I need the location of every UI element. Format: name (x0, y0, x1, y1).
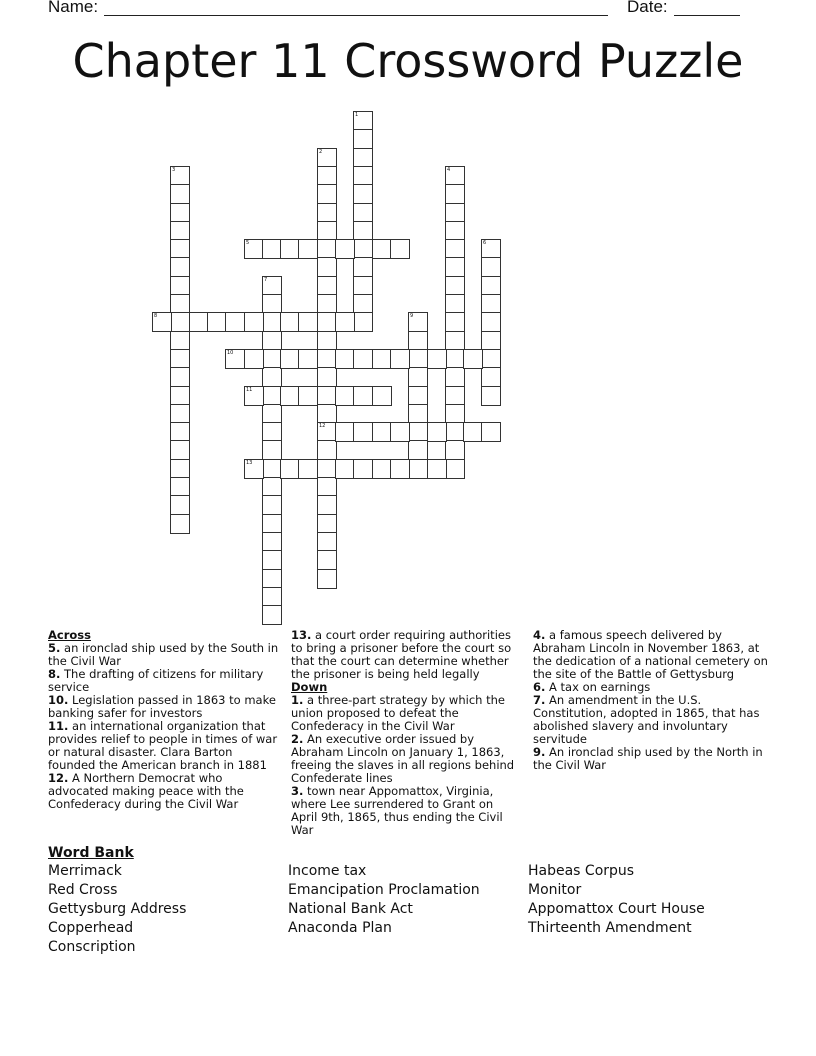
crossword-cell[interactable] (262, 367, 282, 387)
crossword-cell[interactable] (170, 312, 190, 332)
word-bank-item: Income tax (288, 863, 367, 879)
clue-number: 10. (48, 693, 69, 707)
clue-text: an ironclad ship used by the South in the Civil War (48, 641, 279, 668)
crossword-cell[interactable] (298, 459, 318, 479)
crossword-cell[interactable] (262, 532, 282, 552)
clue-number: 2 (319, 149, 323, 155)
crossword-cell[interactable] (317, 184, 337, 204)
clue-item (48, 694, 283, 720)
crossword-cell[interactable] (353, 203, 373, 223)
crossword-cell[interactable] (445, 331, 465, 351)
word-bank-item: Copperhead (48, 920, 134, 936)
crossword-cell[interactable] (170, 514, 190, 534)
crossword-cell[interactable] (372, 349, 392, 369)
crossword-cell[interactable] (335, 386, 355, 406)
crossword-cell[interactable] (262, 239, 282, 259)
clue-text: a court order requiring authorities to bring a prisoner before the court so that the court can determine whether the prisoner is being held legally (291, 628, 512, 681)
clue-item (48, 772, 283, 811)
crossword-cell[interactable] (445, 440, 465, 460)
crossword-cell[interactable] (317, 148, 337, 168)
crossword-cell[interactable] (262, 386, 282, 406)
crossword-cell[interactable] (335, 239, 355, 259)
crossword-cell[interactable] (262, 459, 282, 479)
clue-text: Legislation passed in 1863 to make banking safer for investors (48, 693, 276, 720)
crossword-cell[interactable] (353, 386, 373, 406)
crossword-cell[interactable] (170, 203, 190, 223)
crossword-cell[interactable] (445, 276, 465, 296)
crossword-cell[interactable] (445, 184, 465, 204)
clues-column-2 (291, 629, 523, 837)
clue-section-heading: Down (291, 680, 328, 694)
crossword-cell[interactable] (445, 386, 465, 406)
crossword-cell[interactable] (317, 386, 337, 406)
clue-number: 1 (355, 112, 359, 118)
crossword-cell[interactable] (280, 312, 300, 332)
clue-number: 11 (246, 387, 253, 393)
clue-number: 8. (48, 667, 61, 681)
crossword-cell[interactable] (408, 459, 428, 479)
clue-item (291, 785, 523, 837)
clue-number: 12 (319, 423, 326, 429)
word-bank-item: Thirteenth Amendment (528, 920, 692, 936)
crossword-cell[interactable] (408, 386, 428, 406)
crossword-cell[interactable] (262, 440, 282, 460)
crossword-cell[interactable] (262, 550, 282, 570)
crossword-cell[interactable] (445, 422, 465, 442)
crossword-cell[interactable] (353, 239, 373, 259)
crossword-cell[interactable] (481, 312, 501, 332)
crossword-cell[interactable] (481, 422, 501, 442)
clue-item (291, 694, 523, 733)
crossword-cell[interactable] (298, 386, 318, 406)
crossword-cell[interactable] (262, 569, 282, 589)
crossword-cell[interactable] (353, 257, 373, 277)
clue-text: An executive order issued by Abraham Lincoln on January 1, 1863, freeing the slaves in all regions behind Confederate lines (291, 732, 515, 785)
crossword-cell[interactable] (170, 257, 190, 277)
clue-number: 8 (154, 313, 158, 319)
crossword-cell[interactable] (170, 239, 190, 259)
clue-text: a famous speech delivered by Abraham Lincoln in November 1863, at the dedication of a national cemetery on the site of the Battle of Gettysburg (533, 628, 768, 681)
crossword-cell[interactable] (317, 404, 337, 424)
clue-number: 3. (291, 784, 304, 798)
clues-column-3 (533, 629, 769, 772)
crossword-cell[interactable] (262, 404, 282, 424)
crossword-cell[interactable] (298, 312, 318, 332)
crossword-cell[interactable] (445, 203, 465, 223)
name-label: Name: (48, 0, 99, 16)
crossword-cell[interactable] (317, 550, 337, 570)
clue-number: 1. (291, 693, 304, 707)
crossword-cell[interactable] (244, 239, 264, 259)
crossword-cell[interactable] (353, 312, 373, 332)
crossword-cell[interactable] (170, 459, 190, 479)
crossword-cell[interactable] (317, 203, 337, 223)
clue-item (48, 642, 283, 668)
crossword-cell[interactable] (445, 367, 465, 387)
crossword-cell[interactable] (317, 477, 337, 497)
crossword-cell[interactable] (445, 239, 465, 259)
clue-item (48, 668, 283, 694)
crossword-cell[interactable] (353, 184, 373, 204)
crossword-cell[interactable] (353, 349, 373, 369)
clue-text: town near Appomattox, Virginia, where Lee surrendered to Grant on April 9th, 1865, thus ending the Civil War (291, 784, 503, 837)
crossword-cell[interactable] (408, 422, 428, 442)
word-bank-item: National Bank Act (288, 901, 413, 917)
crossword-cell[interactable] (390, 422, 410, 442)
crossword-cell[interactable] (353, 129, 373, 149)
crossword-cell[interactable] (262, 349, 282, 369)
crossword-cell[interactable] (335, 349, 355, 369)
crossword-cell[interactable] (262, 477, 282, 497)
crossword-cell[interactable] (298, 239, 318, 259)
crossword-cell[interactable] (445, 294, 465, 314)
crossword-cell[interactable] (445, 257, 465, 277)
clue-number: 5 (246, 240, 250, 246)
crossword-cell[interactable] (170, 331, 190, 351)
crossword-cell[interactable] (280, 349, 300, 369)
crossword-cell[interactable] (280, 459, 300, 479)
crossword-cell[interactable] (170, 276, 190, 296)
crossword-cell[interactable] (463, 422, 483, 442)
crossword-cell[interactable] (317, 239, 337, 259)
crossword-cell[interactable] (481, 294, 501, 314)
crossword-cell[interactable] (408, 331, 428, 351)
clue-number: 7 (264, 277, 268, 283)
crossword-cell[interactable] (244, 312, 264, 332)
crossword-cell[interactable] (262, 587, 282, 607)
word-bank-item: Anaconda Plan (288, 920, 392, 936)
crossword-cell[interactable] (372, 459, 392, 479)
crossword-cell[interactable] (225, 349, 245, 369)
crossword-cell[interactable] (317, 294, 337, 314)
clue-text: The drafting of citizens for military service (48, 667, 264, 694)
clue-item (291, 629, 523, 681)
crossword-cell[interactable] (408, 440, 428, 460)
clue-number: 6. (533, 680, 546, 694)
crossword-cell[interactable] (427, 459, 447, 479)
clue-number: 2. (291, 732, 304, 746)
crossword-cell[interactable] (244, 349, 264, 369)
crossword-cell[interactable] (317, 440, 337, 460)
crossword-cell[interactable] (481, 331, 501, 351)
clue-number: 11. (48, 719, 69, 733)
crossword-cell[interactable] (262, 331, 282, 351)
crossword-cell[interactable] (335, 312, 355, 332)
clue-number: 13. (291, 628, 312, 642)
clue-number: 4. (533, 628, 546, 642)
date-label: Date: (627, 0, 668, 16)
crossword-cell[interactable] (317, 312, 337, 332)
crossword-cell[interactable] (262, 605, 282, 625)
clue-number: 4 (447, 167, 451, 173)
crossword-cell[interactable] (481, 386, 501, 406)
clue-number: 10 (227, 350, 234, 356)
crossword-cell[interactable] (481, 367, 501, 387)
crossword-cell[interactable] (353, 166, 373, 186)
crossword-cell[interactable] (170, 422, 190, 442)
crossword-cell[interactable] (189, 312, 209, 332)
crossword-cell[interactable] (262, 312, 282, 332)
clue-text: An amendment in the U.S. Constitution, adopted in 1865, that has abolished slavery and involuntary servitude (533, 693, 760, 746)
page-title: Chapter 11 Crossword Puzzle (72, 34, 744, 88)
crossword-cell[interactable] (170, 221, 190, 241)
crossword-cell[interactable] (317, 459, 337, 479)
crossword-cell[interactable] (408, 367, 428, 387)
crossword-cell[interactable] (372, 239, 392, 259)
crossword-cell[interactable] (317, 331, 337, 351)
clue-item (48, 720, 283, 772)
crossword-cell[interactable] (445, 166, 465, 186)
crossword-cell[interactable] (170, 386, 190, 406)
crossword-cell[interactable] (317, 349, 337, 369)
crossword-cell[interactable] (317, 514, 337, 534)
crossword-cell[interactable] (262, 495, 282, 515)
crossword-cell[interactable] (170, 367, 190, 387)
crossword-cell[interactable] (170, 440, 190, 460)
clue-number: 5. (48, 641, 61, 655)
clue-number: 3 (172, 167, 176, 173)
crossword-cell[interactable] (317, 276, 337, 296)
crossword-cell[interactable] (353, 221, 373, 241)
clues-column-1 (48, 629, 283, 811)
clue-number: 9 (410, 313, 414, 319)
crossword-cell[interactable] (353, 276, 373, 296)
crossword-cell[interactable] (353, 294, 373, 314)
clue-text: an international organization that provides relief to people in times of war or natural disaster. Clara Barton founded the American branch in 1881 (48, 719, 278, 772)
crossword-cell[interactable] (427, 422, 447, 442)
clue-number: 7. (533, 693, 546, 707)
crossword-cell[interactable] (170, 184, 190, 204)
crossword-cell[interactable] (170, 166, 190, 186)
crossword-cell[interactable] (372, 422, 392, 442)
crossword-cell[interactable] (317, 532, 337, 552)
clue-item (533, 629, 769, 681)
crossword-cell[interactable] (445, 459, 465, 479)
word-bank-item: Gettysburg Address (48, 901, 187, 917)
crossword-cell[interactable] (390, 239, 410, 259)
word-bank-item: Conscription (48, 939, 136, 955)
crossword-cell[interactable] (408, 404, 428, 424)
crossword-cell[interactable] (481, 349, 501, 369)
crossword-cell[interactable] (317, 166, 337, 186)
crossword-cell[interactable] (481, 276, 501, 296)
crossword-cell[interactable] (244, 386, 264, 406)
clue-section-heading: Across (48, 628, 91, 642)
clue-item (533, 746, 769, 772)
crossword-cell[interactable] (317, 257, 337, 277)
crossword-cell[interactable] (335, 459, 355, 479)
crossword-cell[interactable] (481, 239, 501, 259)
crossword-cell[interactable] (225, 312, 245, 332)
clue-number: 9. (533, 745, 546, 759)
clue-text: a three-part strategy by which the union proposed to defeat the Confederacy in the Civil War (291, 693, 505, 733)
clue-number: 13 (246, 460, 253, 466)
crossword-cell[interactable] (390, 459, 410, 479)
crossword-cell[interactable] (372, 386, 392, 406)
clue-item (291, 733, 523, 785)
crossword-cell[interactable] (445, 349, 465, 369)
crossword-cell[interactable] (445, 221, 465, 241)
crossword-cell[interactable] (353, 422, 373, 442)
crossword-cell[interactable] (170, 495, 190, 515)
crossword-cell[interactable] (244, 459, 264, 479)
crossword-cell[interactable] (262, 276, 282, 296)
crossword-cell[interactable] (317, 367, 337, 387)
word-bank-item: Appomattox Court House (528, 901, 705, 917)
crossword-cell[interactable] (317, 569, 337, 589)
crossword-cell[interactable] (353, 148, 373, 168)
crossword-cell[interactable] (262, 294, 282, 314)
crossword-cell[interactable] (280, 386, 300, 406)
crossword-cell[interactable] (280, 239, 300, 259)
crossword-cell[interactable] (170, 404, 190, 424)
crossword-cell[interactable] (317, 221, 337, 241)
word-bank-item: Monitor (528, 882, 582, 898)
crossword-cell[interactable] (481, 257, 501, 277)
crossword-cell[interactable] (207, 312, 227, 332)
clue-text: A tax on earnings (545, 680, 651, 694)
crossword-cell[interactable] (408, 312, 428, 332)
clue-item (533, 694, 769, 746)
clue-text: An ironclad ship used by the North in the Civil War (533, 745, 763, 772)
crossword-cell[interactable] (445, 312, 465, 332)
crossword-cell[interactable] (390, 349, 410, 369)
crossword-cell[interactable] (427, 349, 447, 369)
clue-number: 6 (483, 240, 487, 246)
crossword-cell[interactable] (317, 422, 337, 442)
crossword-cell[interactable] (445, 404, 465, 424)
crossword-cell[interactable] (463, 349, 483, 369)
crossword-cell[interactable] (353, 111, 373, 131)
word-bank-title: Word Bank (48, 845, 134, 861)
crossword-cell[interactable] (408, 349, 428, 369)
word-bank-item: Red Cross (48, 882, 118, 898)
crossword-cell[interactable] (335, 422, 355, 442)
crossword-cell[interactable] (170, 349, 190, 369)
word-bank-item: Habeas Corpus (528, 863, 635, 879)
word-bank-item: Merrimack (48, 863, 122, 879)
clue-number: 12. (48, 771, 69, 785)
word-bank-item: Emancipation Proclamation (288, 882, 480, 898)
crossword-cell[interactable] (353, 459, 373, 479)
crossword-cell[interactable] (262, 422, 282, 442)
crossword-cell[interactable] (317, 495, 337, 515)
crossword-cell[interactable] (152, 312, 172, 332)
crossword-cell[interactable] (170, 294, 190, 314)
crossword-cell[interactable] (298, 349, 318, 369)
crossword-cell[interactable] (262, 514, 282, 534)
crossword-cell[interactable] (170, 477, 190, 497)
clue-text: A Northern Democrat who advocated making peace with the Confederacy during the Civil War (48, 771, 244, 811)
